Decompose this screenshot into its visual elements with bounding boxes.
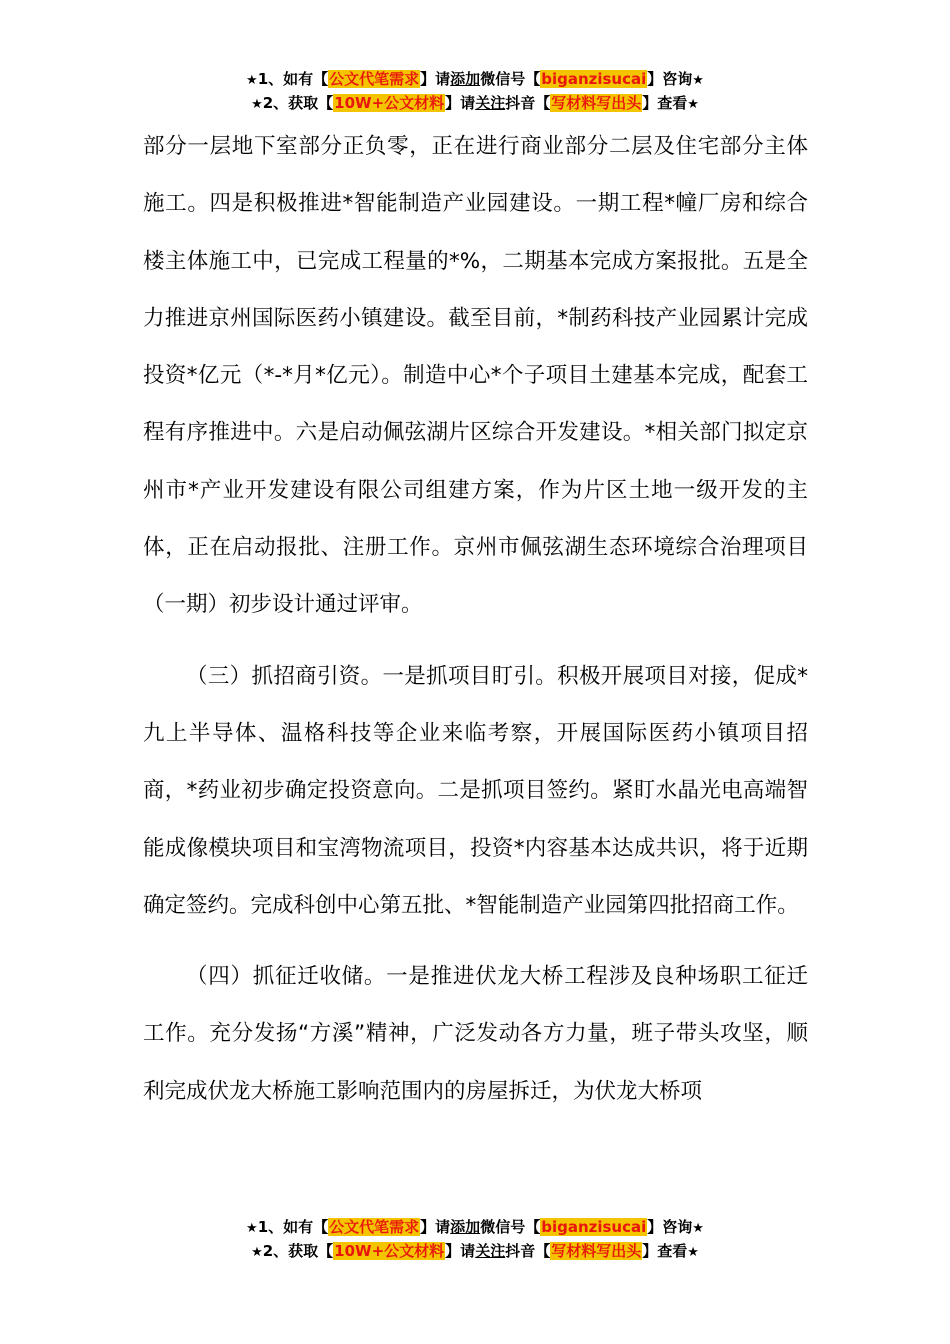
footer-banner: [0, 1216, 950, 1264]
star-icon: ★: [687, 97, 699, 112]
header-banner: [0, 68, 950, 116]
banner-line-1: [0, 1216, 950, 1240]
banner-text: 1、如有【: [257, 1218, 329, 1236]
banner-text: 2、获取【: [262, 1242, 334, 1260]
banner-text: 微信号【: [480, 70, 541, 88]
underlined-text: 关注: [475, 1242, 506, 1260]
banner-line-2: [0, 92, 950, 116]
paragraph-continued: 部分一层地下室部分正负零，正在进行商业部分二层及住宅部分主体施工。四是积极推进*智能制造产业园建设。一期工程*幢厂房和综合楼主体施工中，已完成工程量的*%，二期基本完成方案报批。五是全力推进京州国际医药小镇建设。截至目前，*制药科技产业园累计完成投资*亿元（*-*月*亿元）。制造中心*个子项目土建基本完成，配套工程有序推进中。六是启动佩弦湖片区综合开发建设。*相关部门拟定京州市*产业开发建设有限公司组建方案，作为片区土地一级开发的主体，正在启动报批、注册工作。京州市佩弦湖生态环境综合治理项目（一期）初步设计通过评审。: [143, 134, 808, 618]
banner-text: 】查看: [642, 1242, 688, 1260]
banner-text: 】请: [445, 1242, 476, 1260]
banner-text: 抖音【: [505, 1242, 551, 1260]
highlight-wechat-id: biganzisucai: [541, 1218, 647, 1236]
banner-text: 抖音【: [505, 94, 551, 112]
highlight-wechat-id: biganzisucai: [541, 70, 647, 88]
star-icon: ★: [692, 1221, 704, 1236]
banner-text: 】咨询: [647, 1218, 693, 1236]
paragraph-relocation: （四）抓征迁收储。一是推进伏龙大桥工程涉及良种场职工征迁工作。充分发扬“方溪”精神，广泛发动各方力量，班子带头攻坚，顺利完成伏龙大桥施工影响范围内的房屋拆迁，为伏龙大桥项: [143, 964, 808, 1104]
highlight-douyin: 写材料写出头: [551, 1242, 642, 1260]
banner-text: 】查看: [642, 94, 688, 112]
banner-text: 】请: [445, 94, 476, 112]
highlight-service: 公文代笔需求: [329, 1218, 420, 1236]
underlined-text: 关注: [475, 94, 506, 112]
underlined-text: 添加: [450, 1218, 481, 1236]
highlight-materials: 10W+公文材料: [334, 1242, 445, 1260]
paragraph-investment: （三）抓招商引资。一是抓项目盯引。积极开展项目对接，促成*九上半导体、温格科技等企业来临考察，开展国际医药小镇项目招商，*药业初步确定投资意向。二是抓项目签约。紧盯水晶光电高端智能成像模块项目和宝湾物流项目，投资*内容基本达成共识，将于近期确定签约。完成科创中心第五批、*智能制造产业园第四批招商工作。: [143, 663, 808, 918]
star-icon: ★: [251, 97, 263, 112]
star-icon: ★: [246, 73, 258, 88]
banner-line-1: [0, 68, 950, 92]
highlight-douyin: 写材料写出头: [551, 94, 642, 112]
star-icon: ★: [246, 1221, 258, 1236]
banner-text: 】咨询: [647, 70, 693, 88]
star-icon: ★: [251, 1245, 263, 1260]
banner-text: 1、如有【: [257, 70, 329, 88]
document-body: [143, 118, 808, 1120]
highlight-service: 公文代笔需求: [329, 70, 420, 88]
star-icon: ★: [692, 73, 704, 88]
banner-text: 】请: [420, 70, 451, 88]
banner-text: 2、获取【: [262, 94, 334, 112]
banner-text: 微信号【: [480, 1218, 541, 1236]
star-icon: ★: [687, 1245, 699, 1260]
underlined-text: 添加: [450, 70, 481, 88]
banner-text: 】请: [420, 1218, 451, 1236]
banner-line-2: [0, 1240, 950, 1264]
highlight-materials: 10W+公文材料: [334, 94, 445, 112]
